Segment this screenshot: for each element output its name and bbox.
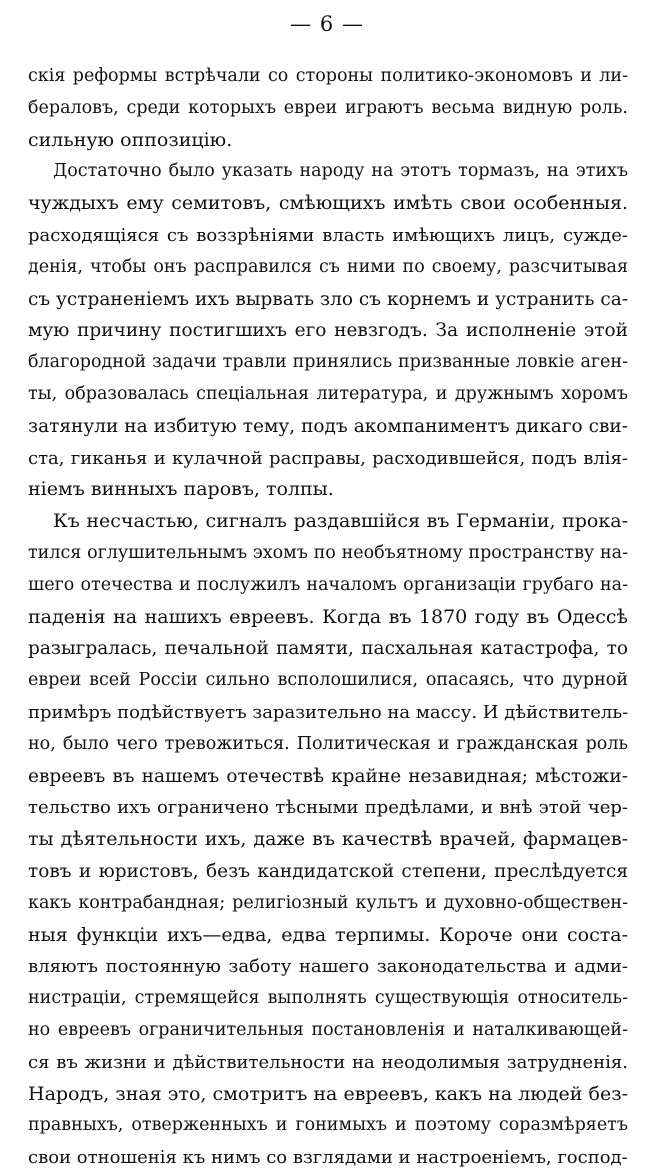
text-line: товъ и юристовъ, безъ кандидатской степени, преслѣдуется: [28, 860, 628, 882]
text-line: чуждыхъ ему семитовъ, смѣющихъ имѣть свои особенныя.: [28, 192, 628, 215]
text-line: Народъ, зная это, смотритъ на евреевъ, какъ на людей без-: [28, 1082, 628, 1105]
text-line: ты дѣятельности ихъ, даже въ качествѣ врачей, фармацев-: [28, 828, 628, 851]
text-line: ныя функціи ихъ—едва, едва терпимы. Короче они соста-: [28, 923, 628, 946]
text-line: затянули на избитую тему, подъ акомпаниментъ дикаго сви-: [28, 415, 628, 437]
text-line: евреи всей Россіи сильно всполошилися, опасаясь, что дурной: [28, 670, 628, 691]
text-line: Достаточно было указать народу на этотъ тормазъ, на этихъ: [53, 161, 628, 182]
text-line: вляютъ постоянную заботу нашего законодательства и адми-: [28, 956, 628, 978]
page-number: — 6 —: [290, 12, 364, 36]
text-line: но евреевъ ограничительныя постановленія и наталкивающей-: [28, 1019, 628, 1040]
text-line: шего отечества и послужилъ началомъ организаціи грубаго на-: [28, 574, 628, 595]
text-line: тился оглушительнымъ эхомъ по необъятному пространству на-: [28, 542, 628, 563]
paragraph: [28, 156, 628, 506]
text-line: примѣръ подѣйствуетъ заразительно на массу. И дѣйствитель-: [28, 701, 628, 723]
text-body: [28, 61, 628, 1174]
text-line: разыгралась, печальной памяти, пасхальная катастрофа, то: [28, 638, 628, 660]
text-line: ты, образовалась спеціальная литература, и дружнымъ хоромъ: [28, 383, 628, 404]
text-line: свои отношенія къ нимъ со взглядами и настроеніемъ, господ-: [28, 1147, 628, 1169]
text-line: паденія на нашихъ евреевъ. Когда въ 1870 году въ Одессѣ: [28, 605, 628, 628]
text-line: Къ несчастью, сигналъ раздавшійся въ Германіи, прока-: [53, 510, 628, 533]
text-line: мую причину постигшихъ его невзгодъ. За исполненіе этой: [28, 320, 628, 342]
text-line: евреевъ въ нашемъ отечествѣ крайне незавидная; мѣстожи-: [28, 765, 628, 787]
text-line: какъ контрабандная; религіозный культъ и духовно-обществен-: [28, 892, 628, 913]
text-line: ся въ жизни и дѣйствительности на неодолимыя затрудненія.: [28, 1051, 628, 1073]
text-line: ста, гиканья и кулачной расправы, расходившейся, подъ влія-: [28, 447, 628, 469]
text-line: нистраціи, стремящейся выполнять существующія относитель-: [28, 988, 628, 1009]
text-line: благородной задачи травли принялись призванные ловкіе аген-: [28, 352, 628, 373]
text-line: сильную оппозицію.: [28, 128, 233, 151]
text-line: скія реформы встрѣчали со стороны политико-экономовъ и ли-: [28, 66, 628, 86]
text-line: правныхъ, отверженныхъ и гонимыхъ и поэтому соразмѣряетъ: [28, 1115, 628, 1136]
paragraph: [28, 506, 628, 1174]
text-line: ніемъ винныхъ паровъ, толпы.: [28, 478, 334, 501]
text-line: съ устраненіемъ ихъ вырвать зло съ корнемъ и устранить са-: [28, 288, 628, 310]
text-line: денія, чтобы онъ расправился съ ними по своему, разсчитывая: [28, 256, 628, 277]
text-line: тельство ихъ ограничено тѣсными предѣлами, и внѣ этой чер-: [28, 797, 628, 819]
paragraph: [28, 61, 628, 156]
text-line: бераловъ, среди которыхъ евреи играютъ весьма видную роль.: [28, 97, 628, 118]
text-line: но, было чего тревожиться. Политическая и гражданская роль: [28, 733, 628, 754]
text-line: расходящіяся съ воззрѣніями власть имѣющихъ лицъ, сужде-: [28, 224, 628, 246]
